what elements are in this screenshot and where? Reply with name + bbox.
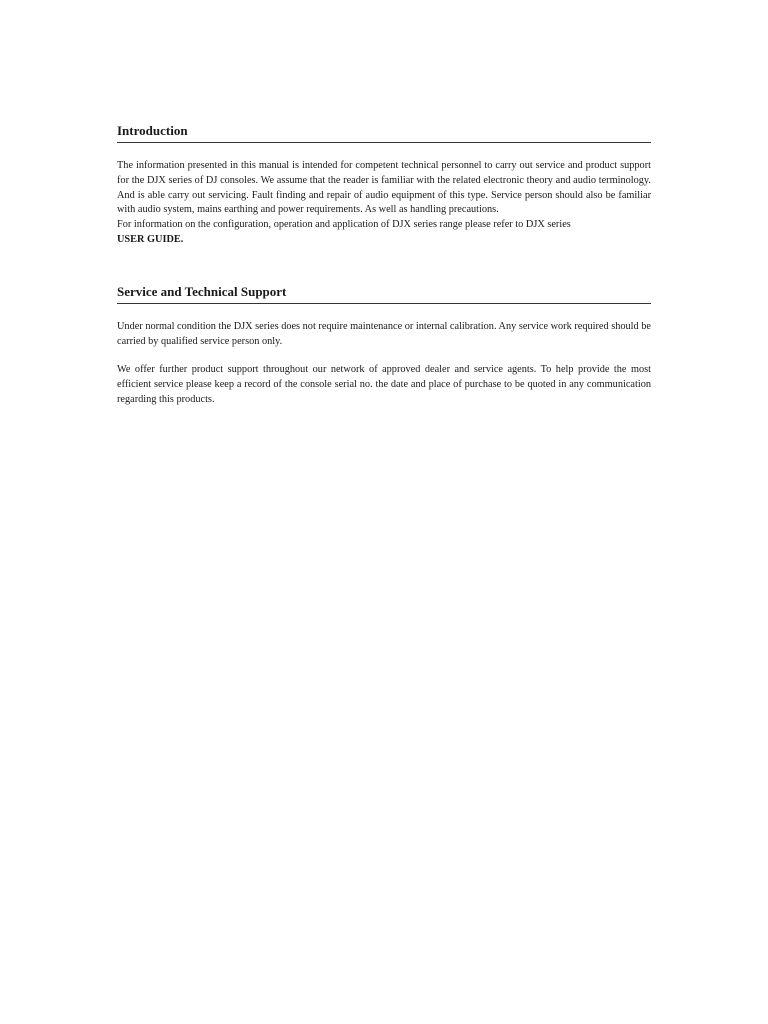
introduction-paragraph: The information presented in this manual is intended for competent technical personnel to carry out service and product support for the DJX series of DJ consoles. We assume that the reader is familiar with the related electronic theory and audio terminology. And is able carry out servicing. Fault finding and repair of audio equipment of this type. Service person should also be familiar with audio system, mains earthing and power requirements. As well as handling precautions.	[117, 160, 651, 216]
service-support-body	[117, 320, 651, 408]
introduction-section	[117, 122, 651, 248]
introduction-heading: Introduction	[117, 122, 651, 143]
user-guide-title: USER GUIDE.	[117, 233, 184, 245]
user-guide-reference-text: For information on the configuration, operation and application of DJX series range please refer to DJX series	[117, 219, 571, 231]
service-support-section	[117, 283, 651, 408]
introduction-body	[117, 159, 651, 248]
user-guide-reference	[117, 218, 651, 248]
paragraph-spacer	[117, 349, 651, 363]
service-paragraph-support: We offer further product support throughout our network of approved dealer and service agents. To help provide the most efficient service please keep a record of the console serial no. the date and place of purchase to be quoted in any communication regarding this products.	[117, 364, 651, 405]
service-paragraph-maintenance: Under normal condition the DJX series does not require maintenance or internal calibration. Any service work required should be carried by qualified service person only.	[117, 320, 651, 347]
document-page	[117, 122, 651, 408]
service-support-heading: Service and Technical Support	[117, 283, 651, 304]
